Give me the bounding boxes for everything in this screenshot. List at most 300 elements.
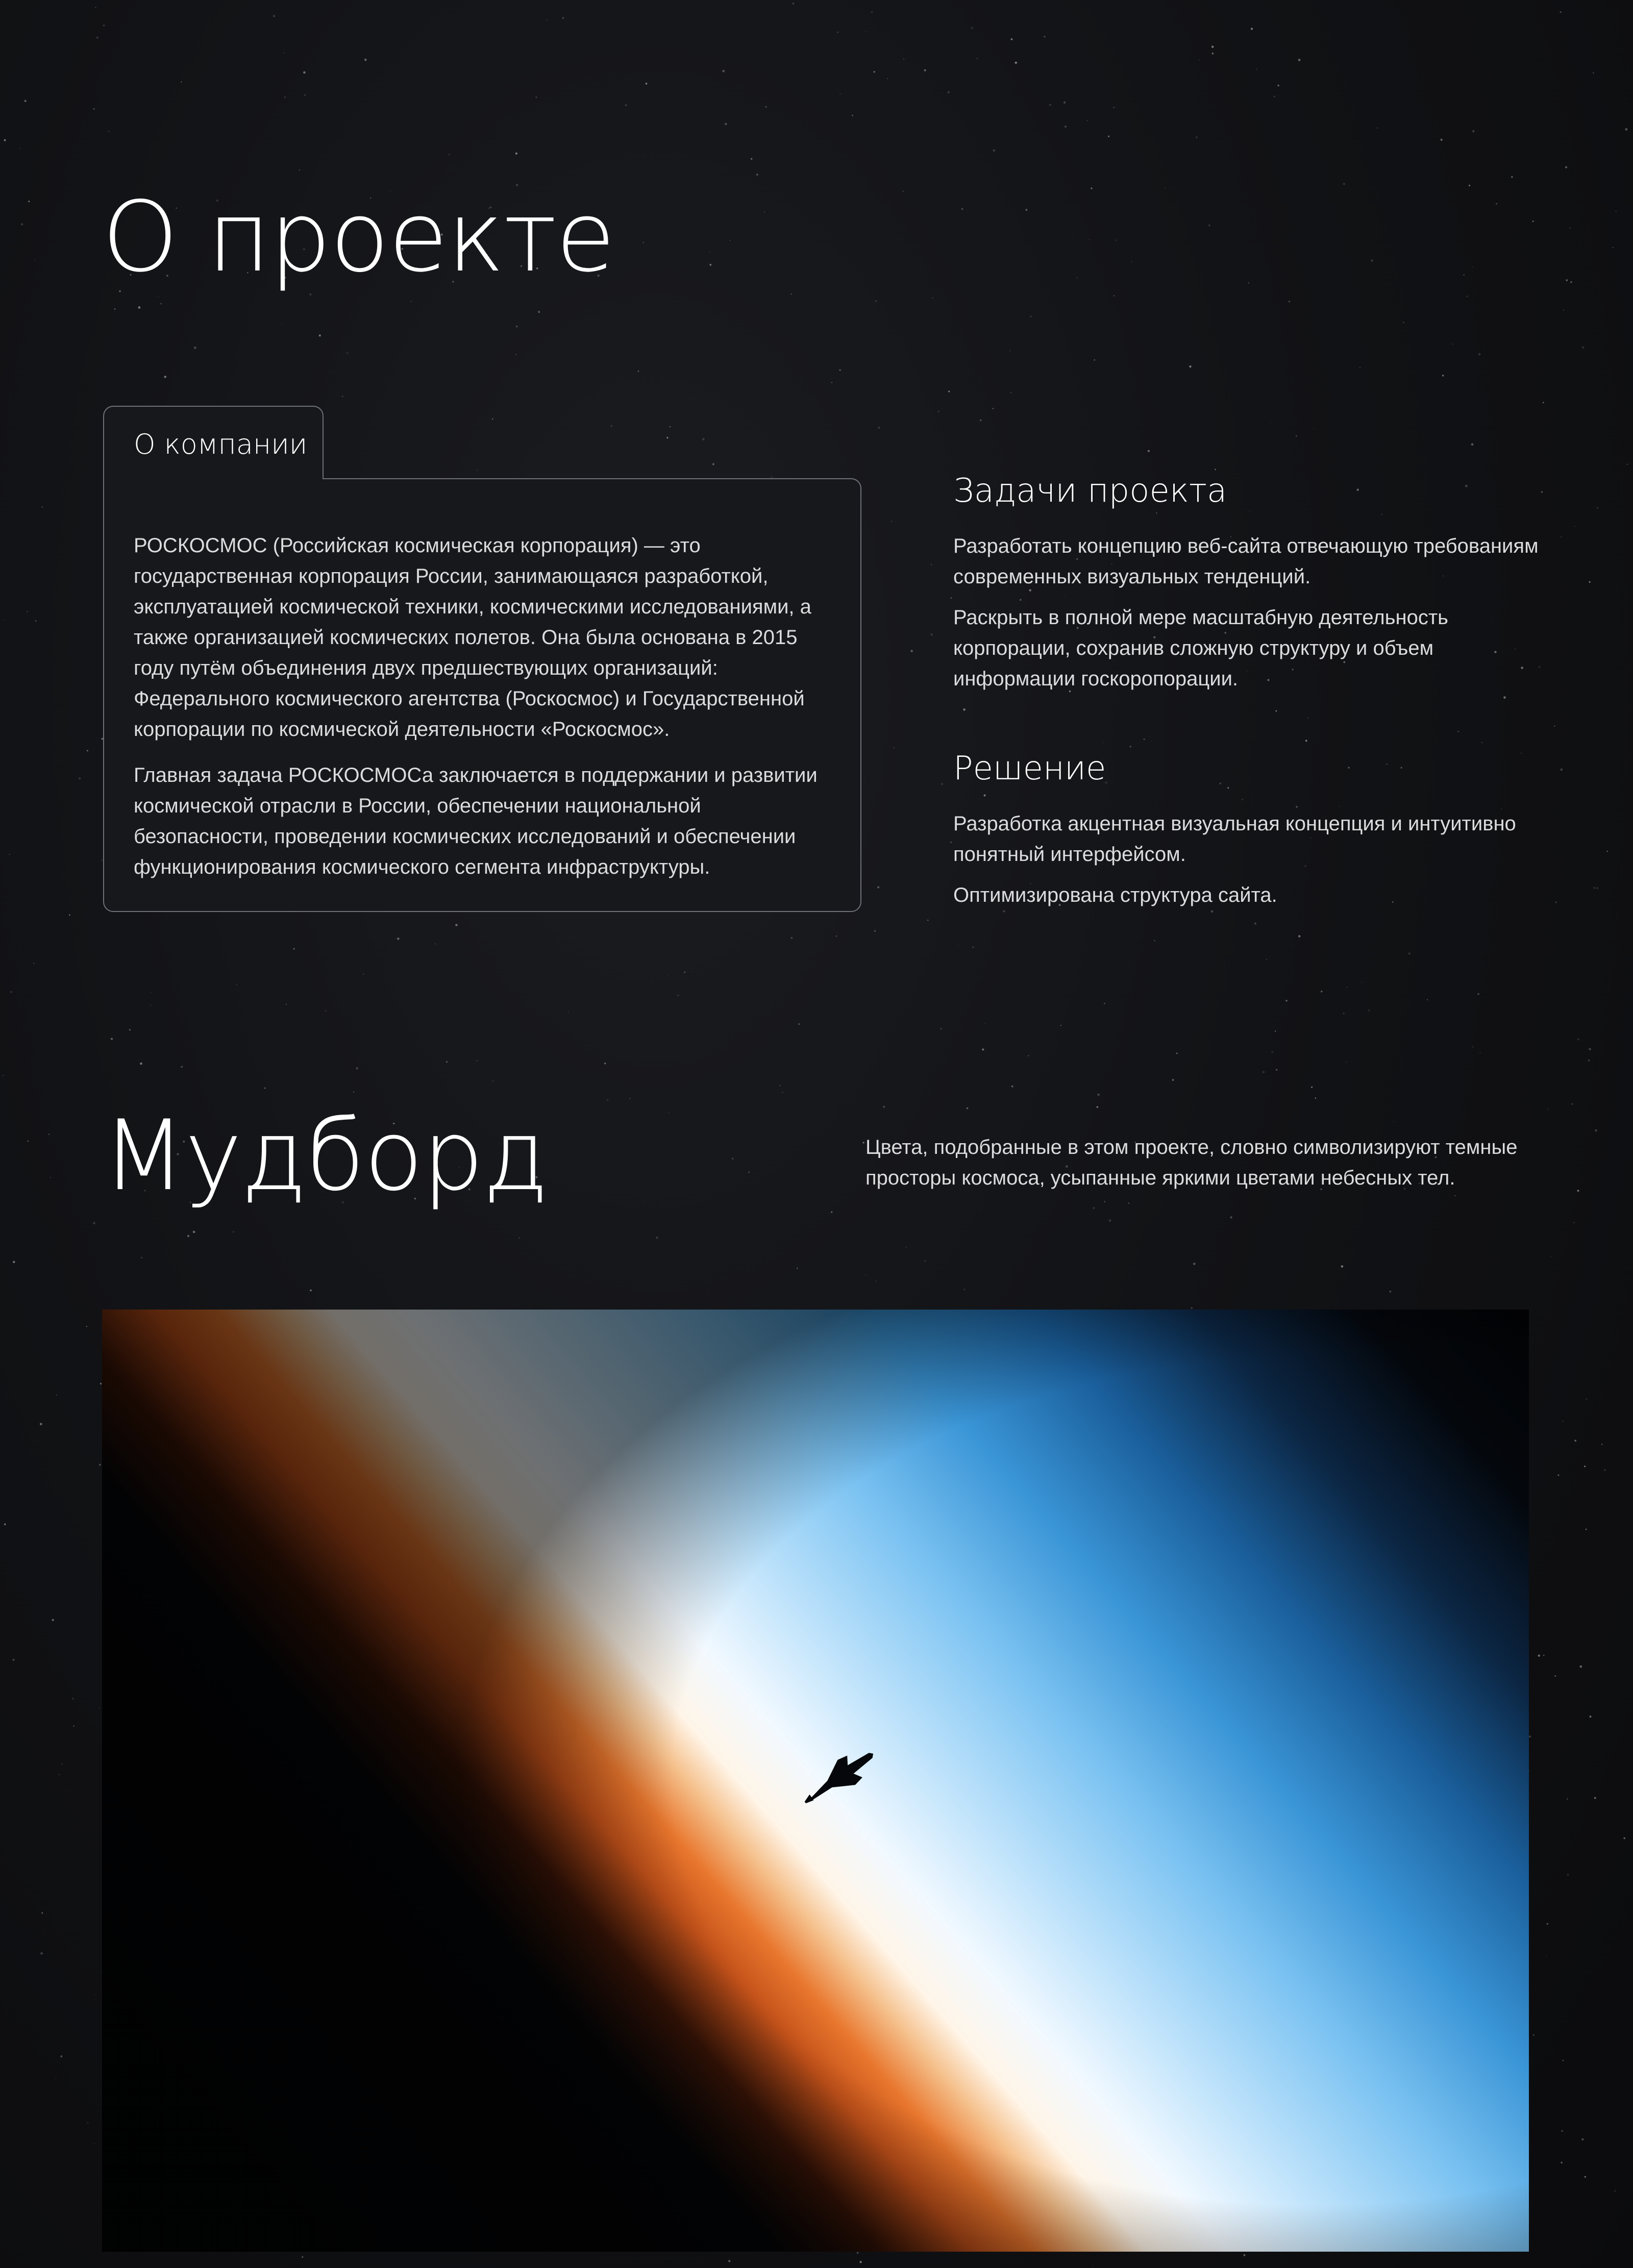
star <box>1165 187 1166 189</box>
star <box>831 1212 832 1213</box>
star <box>129 1029 131 1030</box>
star <box>410 301 412 303</box>
star <box>1156 512 1157 513</box>
star <box>1597 888 1598 889</box>
star <box>1060 1025 1061 1026</box>
star <box>670 426 671 428</box>
star <box>538 311 540 313</box>
star <box>33 963 34 964</box>
star <box>1532 220 1534 222</box>
star <box>1362 982 1363 983</box>
star <box>302 2256 303 2258</box>
star <box>1087 120 1088 121</box>
star <box>1266 959 1267 960</box>
star <box>931 564 932 565</box>
star <box>638 371 639 372</box>
star <box>1116 240 1117 241</box>
star <box>1346 987 1347 988</box>
star <box>712 463 714 465</box>
star <box>1547 1923 1549 1925</box>
star <box>397 938 400 940</box>
star <box>756 174 759 176</box>
task-item: Разработать концепцию веб-сайта отвечающую требованиям современных визуальных тенденций. <box>953 535 1539 588</box>
star <box>1305 739 1307 742</box>
star <box>1588 1059 1590 1062</box>
star <box>1434 733 1435 734</box>
star <box>1128 1202 1130 1204</box>
star <box>160 303 162 305</box>
star <box>883 1106 885 1108</box>
star <box>1560 536 1562 537</box>
star <box>286 1004 287 1005</box>
star <box>1211 46 1214 48</box>
star <box>1215 469 1216 471</box>
star <box>1408 952 1411 954</box>
star <box>993 150 996 152</box>
star <box>62 1763 63 1764</box>
star <box>950 842 952 843</box>
star <box>881 197 882 198</box>
star <box>1243 2254 1245 2256</box>
star <box>1472 130 1474 132</box>
star <box>982 1048 984 1050</box>
star <box>646 83 648 85</box>
star <box>13 1261 15 1263</box>
star <box>69 914 70 916</box>
star <box>790 293 792 295</box>
star <box>1130 746 1131 747</box>
star <box>971 27 973 29</box>
star <box>477 1061 478 1062</box>
star <box>1546 1956 1547 1957</box>
star <box>875 300 877 302</box>
star <box>1561 2130 1563 2132</box>
star <box>95 1596 96 1597</box>
star <box>1390 1291 1392 1293</box>
star <box>1472 1046 1474 1048</box>
star <box>99 1707 100 1708</box>
star <box>1597 507 1598 508</box>
star <box>103 24 105 27</box>
star <box>764 211 765 212</box>
star <box>1113 295 1115 297</box>
star <box>1296 435 1297 437</box>
star <box>141 1257 142 1259</box>
star <box>1377 128 1378 129</box>
star <box>1478 353 1480 355</box>
star <box>1094 359 1095 361</box>
star <box>765 106 766 107</box>
star <box>725 123 727 126</box>
star <box>709 252 710 253</box>
company-tab-joint <box>104 475 323 482</box>
star <box>1044 36 1046 38</box>
star <box>100 1383 102 1385</box>
star <box>181 1066 183 1068</box>
star <box>1586 1398 1587 1399</box>
star <box>24 100 26 102</box>
solution-heading: Решение <box>953 750 1106 787</box>
star <box>516 326 518 328</box>
solution-item: Оптимизирована структура сайта. <box>953 884 1277 906</box>
star <box>709 264 711 266</box>
star <box>891 521 892 522</box>
star <box>547 19 548 20</box>
star <box>1567 1874 1569 1876</box>
star <box>1343 1013 1345 1014</box>
star <box>164 376 166 378</box>
star <box>1010 392 1012 393</box>
star <box>839 369 841 371</box>
star <box>35 620 36 621</box>
star <box>887 78 888 79</box>
star <box>1573 1222 1574 1223</box>
star <box>993 408 994 409</box>
star <box>1593 887 1595 889</box>
star <box>1441 139 1443 141</box>
star <box>535 96 537 98</box>
star <box>877 886 879 888</box>
star <box>1011 1086 1013 1088</box>
earth-horizon-icon <box>102 1310 1529 2252</box>
star <box>102 859 103 860</box>
star <box>273 15 275 17</box>
company-tab-label: О компании <box>134 428 308 460</box>
star <box>194 347 196 349</box>
star <box>193 1230 195 1233</box>
star <box>1511 176 1513 178</box>
star <box>1103 742 1104 743</box>
star <box>40 1952 42 1954</box>
star <box>293 948 295 950</box>
star <box>791 937 793 939</box>
star <box>1387 763 1388 765</box>
star <box>1091 187 1092 189</box>
star <box>857 2252 859 2254</box>
star <box>1560 11 1562 13</box>
star <box>1604 1469 1606 1471</box>
star <box>1359 367 1360 368</box>
star <box>684 971 686 973</box>
star <box>1198 59 1200 61</box>
star <box>1393 1121 1394 1122</box>
star <box>27 611 28 612</box>
star <box>702 438 705 440</box>
star <box>1015 62 1017 64</box>
star <box>1009 350 1010 351</box>
star <box>927 920 928 921</box>
star <box>1481 742 1482 743</box>
star <box>910 650 913 652</box>
star <box>728 2260 730 2262</box>
star <box>9 854 10 855</box>
star <box>707 1292 708 1293</box>
star <box>1614 2190 1617 2192</box>
star <box>1533 2034 1535 2036</box>
star <box>181 81 182 82</box>
star <box>1529 1736 1531 1738</box>
star <box>1274 96 1275 97</box>
star <box>1574 1440 1576 1442</box>
star <box>284 96 286 98</box>
star <box>831 382 832 383</box>
star <box>1593 72 1594 73</box>
star <box>984 1023 985 1024</box>
star <box>12 1659 14 1661</box>
star <box>604 1063 606 1064</box>
star <box>1589 1048 1591 1050</box>
star <box>1321 991 1323 993</box>
star <box>950 597 952 599</box>
star <box>1230 1216 1232 1218</box>
star <box>1151 741 1152 742</box>
star <box>28 201 30 202</box>
star <box>347 352 349 354</box>
star <box>1554 726 1555 727</box>
star <box>1582 346 1585 349</box>
star <box>973 947 974 948</box>
star <box>1570 281 1572 283</box>
star <box>924 69 926 71</box>
star <box>1589 581 1590 583</box>
star <box>1623 1837 1625 1839</box>
star <box>281 324 282 325</box>
star <box>342 396 343 397</box>
star <box>1455 1195 1456 1196</box>
star <box>28 1141 29 1142</box>
star <box>477 470 478 471</box>
star <box>99 1464 101 1466</box>
star <box>722 70 725 72</box>
star <box>1595 1129 1597 1132</box>
star <box>1256 69 1257 70</box>
star <box>1541 491 1543 493</box>
star <box>1554 1675 1556 1677</box>
star <box>666 437 668 438</box>
star <box>874 71 875 72</box>
star <box>353 1092 354 1093</box>
star <box>1104 1201 1105 1202</box>
star <box>1011 38 1013 40</box>
star <box>1543 1655 1544 1656</box>
star <box>1427 999 1428 1000</box>
star <box>871 11 873 13</box>
star <box>1341 1265 1344 1268</box>
star <box>150 1005 151 1006</box>
star <box>980 420 981 421</box>
star <box>1276 1069 1277 1071</box>
star <box>1577 1190 1579 1192</box>
star <box>782 1092 783 1093</box>
star <box>363 974 364 975</box>
star <box>1381 514 1382 515</box>
star <box>40 1423 42 1425</box>
star <box>1586 1529 1587 1530</box>
star <box>41 1912 43 1914</box>
star <box>1565 166 1567 168</box>
star <box>1172 1079 1174 1081</box>
star <box>19 148 20 149</box>
star <box>364 59 367 61</box>
star <box>310 1290 312 1292</box>
star <box>111 1038 113 1040</box>
star <box>1467 295 1468 297</box>
star <box>629 1098 630 1099</box>
star <box>50 1177 52 1178</box>
star <box>942 783 943 785</box>
star <box>87 750 88 751</box>
star <box>562 17 564 19</box>
star <box>93 1222 95 1224</box>
star <box>73 1725 75 1727</box>
star <box>455 924 457 926</box>
company-paragraph: РОСКОСМОС (Российская космическая корпорация) — это государственная корпорация России, занимающаяся разработкой, эксплуатацией космической техники, космическими исследованиями, а также организацией космических полетов. Она была основана в 2015 году путём объединения двух предшествующих организаций: Федерального космического агентства (Роскосмос) и Государственной корпорации по космической деятельности «Роскосмос». <box>134 534 811 741</box>
star <box>1242 799 1244 801</box>
star <box>1193 1263 1196 1265</box>
star <box>1109 1219 1111 1222</box>
star <box>1113 107 1115 108</box>
star <box>1585 2176 1586 2178</box>
company-card <box>103 478 861 912</box>
star <box>1248 282 1249 284</box>
star <box>35 259 36 260</box>
star <box>1251 28 1253 30</box>
star <box>751 158 753 160</box>
star <box>194 1232 195 1233</box>
star <box>865 1274 866 1275</box>
star <box>1560 769 1563 771</box>
star <box>1401 767 1402 769</box>
star <box>1471 443 1474 446</box>
star <box>93 108 95 110</box>
star <box>518 1237 520 1239</box>
star <box>1457 731 1459 732</box>
star <box>1348 767 1350 769</box>
star <box>1607 851 1608 852</box>
star <box>1176 1052 1178 1054</box>
tasks-heading: Задачи проекта <box>953 472 1227 510</box>
star <box>1477 993 1479 995</box>
star <box>1464 274 1465 275</box>
star <box>1212 53 1214 55</box>
star <box>1104 1003 1105 1004</box>
star <box>1555 901 1557 903</box>
star <box>87 2122 88 2124</box>
star <box>1097 1094 1100 1096</box>
star <box>1550 1256 1551 1257</box>
star <box>1089 239 1090 240</box>
star <box>114 308 115 309</box>
star <box>1577 1038 1579 1040</box>
page-title: О проекте <box>102 181 614 293</box>
star <box>21 223 23 226</box>
star <box>667 975 668 976</box>
star <box>4 1523 6 1525</box>
star <box>1315 1097 1317 1099</box>
star <box>668 1112 669 1113</box>
star <box>449 154 450 155</box>
star <box>10 991 13 993</box>
star <box>1543 402 1544 403</box>
star <box>1249 511 1250 512</box>
star <box>1567 1798 1568 1800</box>
star <box>1590 1716 1592 1718</box>
star <box>79 777 81 779</box>
star <box>792 3 794 5</box>
star <box>568 1011 569 1012</box>
star <box>625 104 627 106</box>
star <box>236 984 237 985</box>
star <box>86 1326 87 1327</box>
star <box>1561 2162 1563 2164</box>
star <box>304 94 305 95</box>
star <box>1227 787 1229 788</box>
star <box>1465 485 1468 487</box>
star <box>1557 1474 1559 1476</box>
star <box>963 708 966 711</box>
star <box>264 1087 266 1089</box>
star <box>967 1107 968 1109</box>
solution-list <box>953 808 1540 921</box>
star <box>1584 1466 1586 1467</box>
star <box>1469 185 1470 186</box>
star <box>862 1142 864 1144</box>
task-item: Раскрыть в полной мере масштабную деятельность корпорации, сохранив сложную структуру и объем информации госкоропорации. <box>953 606 1449 690</box>
star <box>1371 259 1373 262</box>
star <box>1548 1108 1549 1110</box>
star <box>938 411 939 412</box>
star <box>492 1080 494 1081</box>
star <box>492 418 493 420</box>
star <box>925 1260 926 1262</box>
star <box>984 794 986 796</box>
star <box>1065 126 1067 128</box>
star <box>1314 428 1315 429</box>
star <box>1108 136 1109 137</box>
star <box>69 1790 70 1791</box>
star <box>1254 923 1256 925</box>
star <box>961 208 963 210</box>
star <box>798 1023 800 1025</box>
star <box>1569 228 1570 229</box>
star <box>611 426 612 427</box>
star <box>903 59 904 60</box>
star <box>95 7 96 8</box>
star <box>906 1247 907 1248</box>
star <box>1616 211 1617 212</box>
star <box>1271 1051 1273 1053</box>
star <box>1627 464 1628 465</box>
moodboard-image <box>102 1310 1529 2252</box>
star <box>607 1099 609 1101</box>
star <box>434 943 436 945</box>
star <box>3 620 4 621</box>
star <box>948 390 950 392</box>
star <box>1298 935 1300 937</box>
star <box>977 58 978 59</box>
star <box>1343 183 1345 185</box>
star <box>303 71 306 74</box>
star <box>730 240 731 241</box>
star <box>1028 1055 1029 1056</box>
star <box>140 1063 142 1065</box>
star <box>151 992 152 993</box>
star <box>1263 1071 1265 1073</box>
star <box>1131 261 1132 262</box>
star <box>108 131 110 133</box>
star <box>1196 136 1198 138</box>
star <box>1563 2060 1564 2061</box>
